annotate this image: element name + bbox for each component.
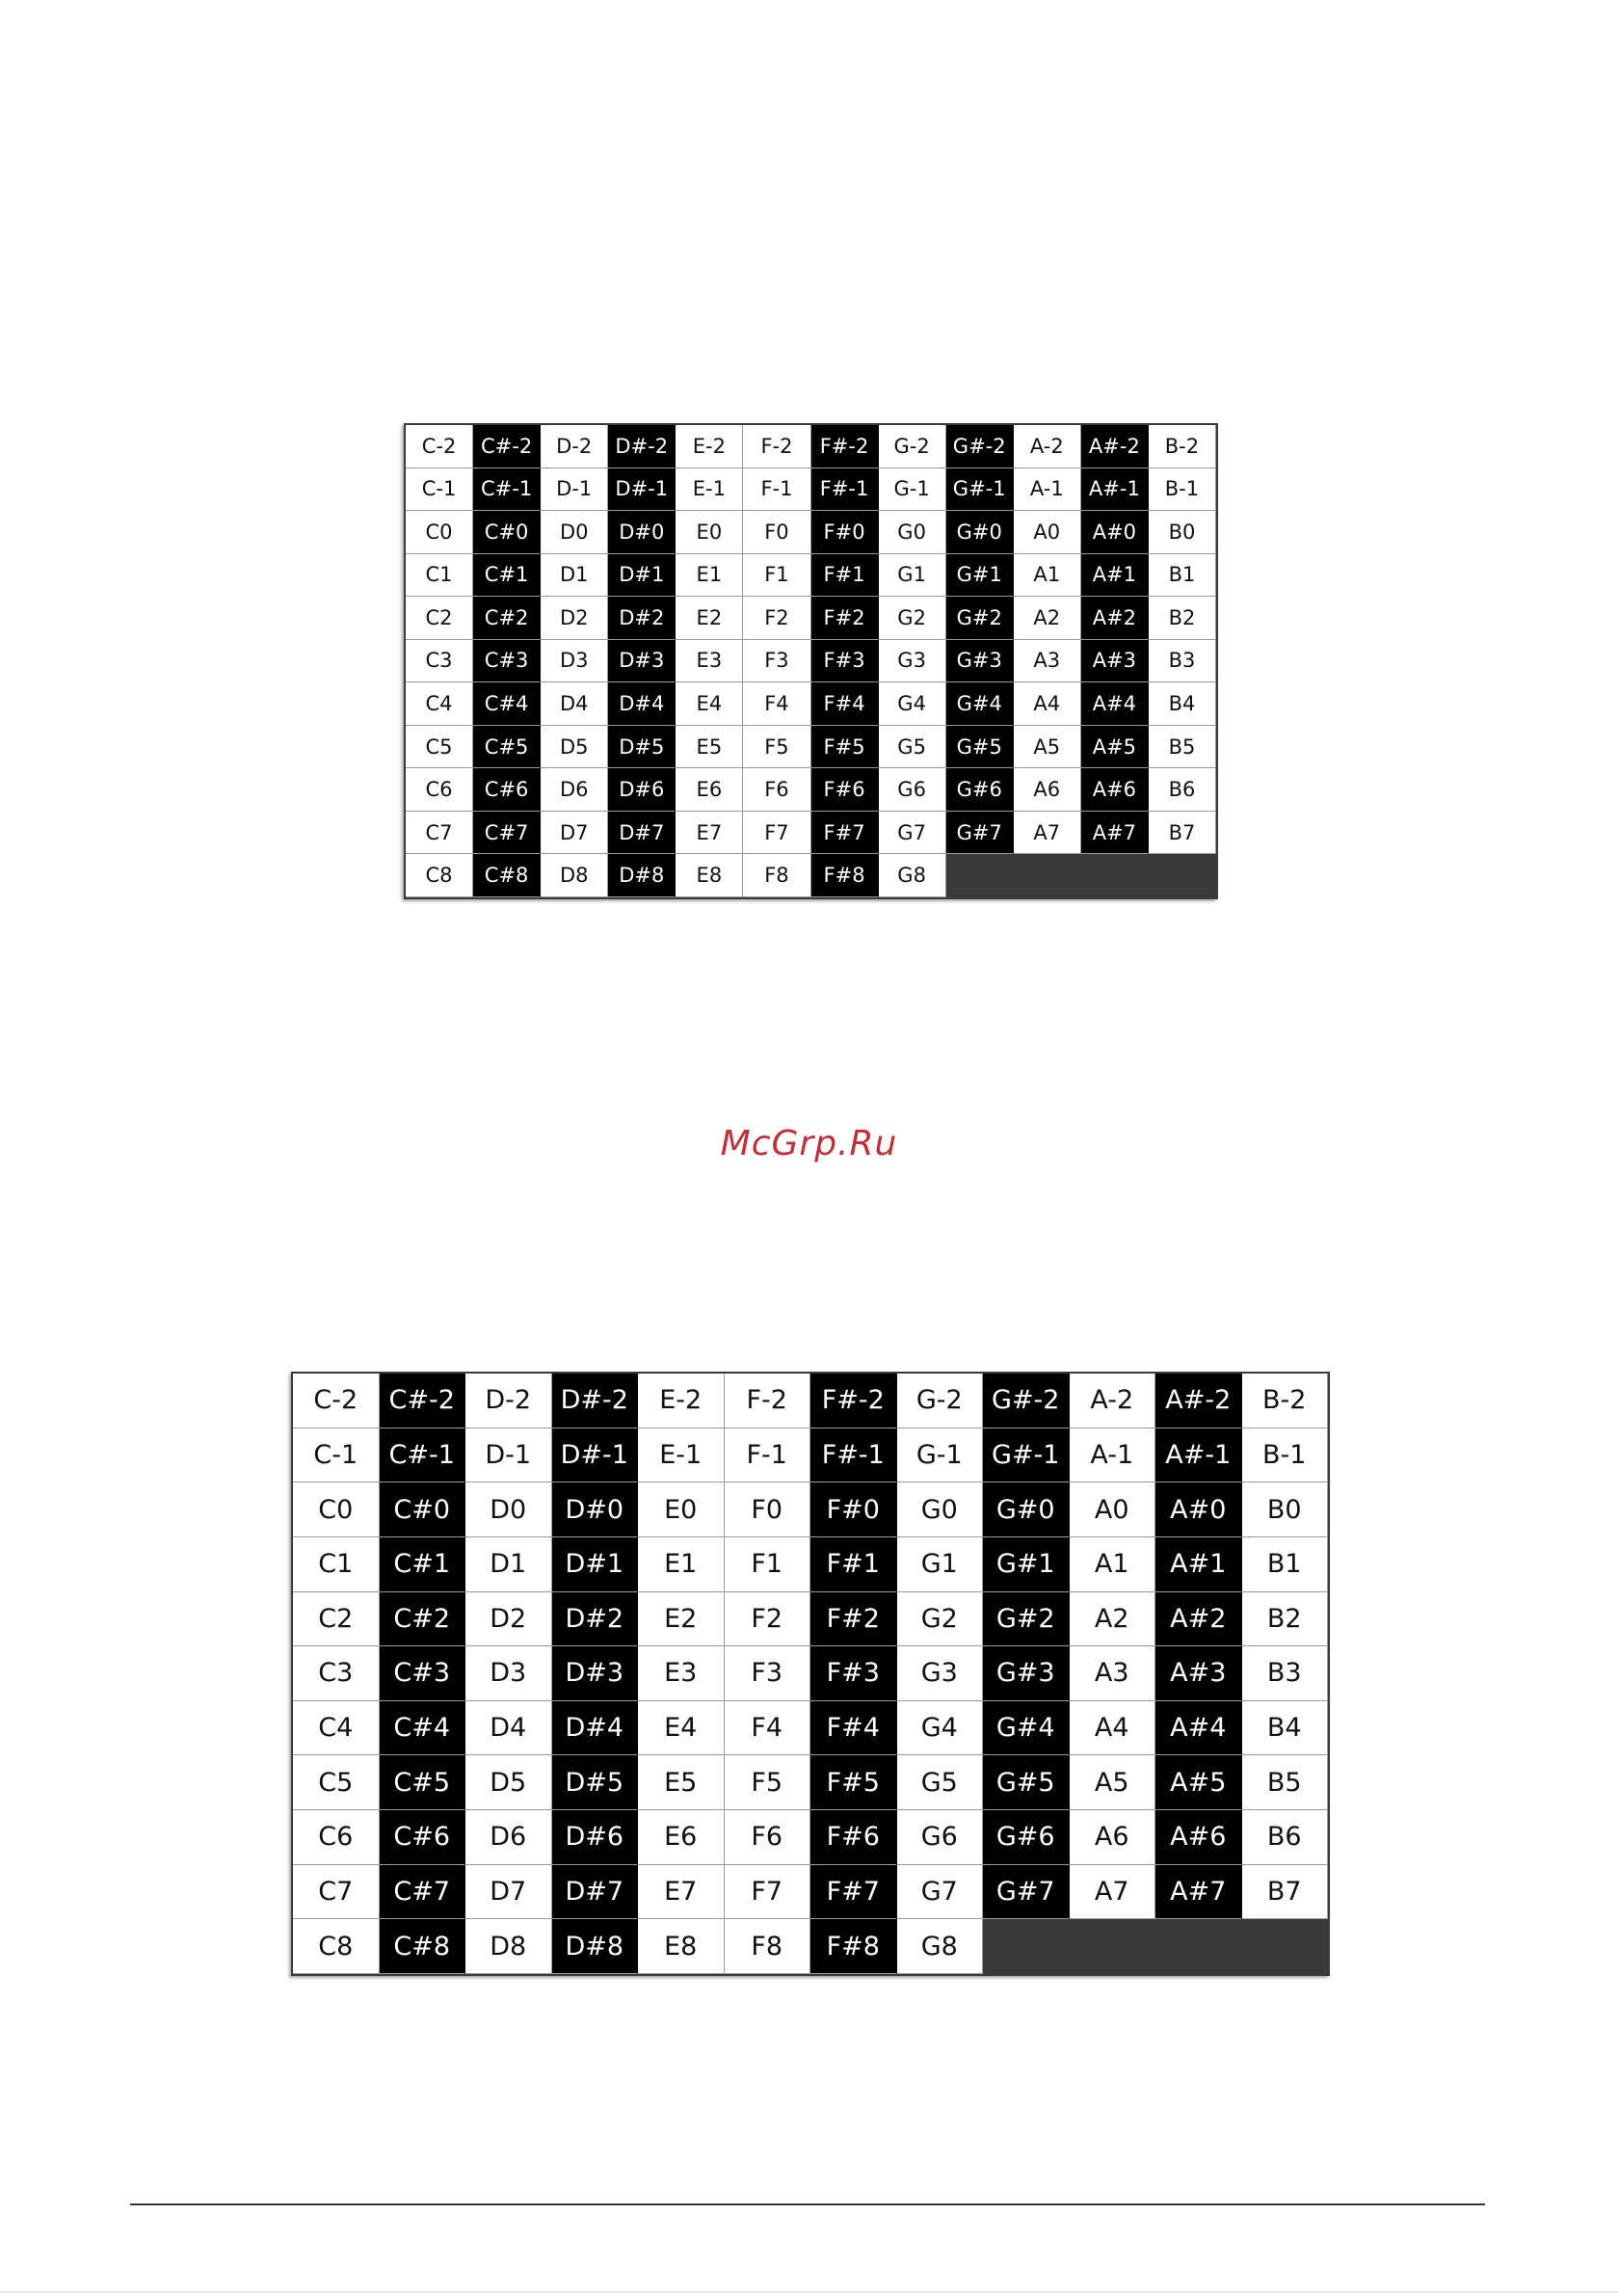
note-cell: D#-1: [552, 1428, 639, 1483]
note-cell: C#0: [380, 1482, 466, 1537]
note-cell: D4: [541, 682, 608, 726]
note-cell: F#1: [810, 1537, 897, 1592]
note-cell: C3: [406, 640, 473, 683]
note-cell: B5: [1242, 1755, 1329, 1810]
note-cell: C2: [293, 1592, 380, 1647]
note-cell: E6: [638, 1810, 725, 1865]
note-cell: F#-2: [811, 425, 879, 468]
note-cell: B3: [1149, 640, 1216, 683]
note-cell: A#3: [1155, 1646, 1242, 1701]
note-cell: C-2: [293, 1374, 380, 1428]
note-cell: D#8: [552, 1919, 639, 1974]
note-cell: A2: [1014, 597, 1081, 640]
empty-cell: [983, 1919, 1070, 1974]
note-cell: B3: [1242, 1646, 1329, 1701]
note-cell: C2: [406, 597, 473, 640]
note-cell: E8: [676, 854, 743, 897]
empty-cell: [1155, 1919, 1242, 1974]
note-cell: C#5: [380, 1755, 466, 1810]
note-cell: G#3: [946, 640, 1014, 683]
note-cell: B2: [1149, 597, 1216, 640]
note-cell: G2: [879, 597, 946, 640]
note-cell: F8: [743, 854, 810, 897]
note-cell: E1: [676, 554, 743, 598]
note-cell: E-1: [676, 468, 743, 512]
note-cell: D-2: [541, 425, 608, 468]
note-cell: D0: [541, 511, 608, 554]
note-cell: C8: [293, 1919, 380, 1974]
watermark-text: McGrp.Ru: [720, 1124, 898, 1163]
note-cell: C#4: [473, 682, 541, 726]
note-cell: A3: [1070, 1646, 1156, 1701]
note-cell: G#7: [983, 1865, 1070, 1920]
note-cell: D#-1: [608, 468, 676, 512]
note-cell: E2: [638, 1592, 725, 1647]
note-cell: A#-1: [1155, 1428, 1242, 1483]
note-cell: F3: [725, 1646, 811, 1701]
note-cell: C#1: [473, 554, 541, 598]
note-cell: G5: [879, 726, 946, 769]
note-cell: G8: [897, 1919, 984, 1974]
empty-cell: [1242, 1919, 1329, 1974]
note-cell: B6: [1149, 768, 1216, 812]
note-cell: E7: [638, 1865, 725, 1920]
note-cell: C-2: [406, 425, 473, 468]
note-cell: A#0: [1155, 1482, 1242, 1537]
note-cell: B-2: [1149, 425, 1216, 468]
note-cell: D5: [465, 1755, 552, 1810]
note-cell: C#0: [473, 511, 541, 554]
note-cell: A0: [1070, 1482, 1156, 1537]
note-cell: B-2: [1242, 1374, 1329, 1428]
note-cell: F-1: [743, 468, 810, 512]
note-cell: D3: [541, 640, 608, 683]
note-cell: F#0: [811, 511, 879, 554]
note-cell: G7: [897, 1865, 984, 1920]
note-cell: G0: [879, 511, 946, 554]
note-cell: E0: [676, 511, 743, 554]
note-cell: D3: [465, 1646, 552, 1701]
note-cell: G#4: [983, 1701, 1070, 1756]
note-cell: E4: [676, 682, 743, 726]
note-cell: A#2: [1155, 1592, 1242, 1647]
note-cell: A0: [1014, 511, 1081, 554]
note-cell: C#8: [473, 854, 541, 897]
note-cell: D-1: [465, 1428, 552, 1483]
note-cell: E-2: [638, 1374, 725, 1428]
note-cell: G1: [897, 1537, 984, 1592]
note-cell: E6: [676, 768, 743, 812]
note-cell: G6: [897, 1810, 984, 1865]
note-cell: F#8: [810, 1919, 897, 1974]
note-cell: G6: [879, 768, 946, 812]
note-cell: C1: [406, 554, 473, 598]
note-cell: E5: [676, 726, 743, 769]
note-cell: C1: [293, 1537, 380, 1592]
note-cell: F-1: [725, 1428, 811, 1483]
note-cell: A#7: [1081, 812, 1149, 855]
note-cell: G#0: [983, 1482, 1070, 1537]
empty-cell: [1149, 854, 1216, 897]
note-cell: F8: [725, 1919, 811, 1974]
note-cell: G1: [879, 554, 946, 598]
note-cell: C#-2: [473, 425, 541, 468]
note-cell: G#-2: [983, 1374, 1070, 1428]
note-cell: E3: [638, 1646, 725, 1701]
note-cell: D#6: [608, 768, 676, 812]
note-cell: F5: [725, 1755, 811, 1810]
note-cell: G-1: [897, 1428, 984, 1483]
note-cell: D#6: [552, 1810, 639, 1865]
note-cell: F4: [725, 1701, 811, 1756]
note-cell: C#3: [473, 640, 541, 683]
note-cell: C5: [406, 726, 473, 769]
note-cell: F#6: [810, 1810, 897, 1865]
note-cell: F#3: [811, 640, 879, 683]
note-cell: E8: [638, 1919, 725, 1974]
note-cell: B5: [1149, 726, 1216, 769]
note-cell: F#2: [811, 597, 879, 640]
note-cell: C7: [406, 812, 473, 855]
note-cell: G#-1: [946, 468, 1014, 512]
note-cell: B2: [1242, 1592, 1329, 1647]
note-cell: E5: [638, 1755, 725, 1810]
note-cell: C6: [293, 1810, 380, 1865]
note-cell: D4: [465, 1701, 552, 1756]
footer-divider: [130, 2203, 1485, 2205]
note-cell: A1: [1070, 1537, 1156, 1592]
note-cell: F7: [725, 1865, 811, 1920]
note-cell: G#7: [946, 812, 1014, 855]
note-cell: C3: [293, 1646, 380, 1701]
note-cell: E4: [638, 1701, 725, 1756]
note-cell: F#-1: [811, 468, 879, 512]
note-cell: C4: [293, 1701, 380, 1756]
note-cell: B4: [1242, 1701, 1329, 1756]
note-cell: B4: [1149, 682, 1216, 726]
note-cell: D8: [465, 1919, 552, 1974]
note-cell: A#1: [1081, 554, 1149, 598]
note-cell: F#7: [811, 812, 879, 855]
note-cell: A#7: [1155, 1865, 1242, 1920]
note-cell: D#5: [608, 726, 676, 769]
note-cell: D#4: [608, 682, 676, 726]
note-cell: E2: [676, 597, 743, 640]
note-cell: D#2: [552, 1592, 639, 1647]
note-cell: D#0: [608, 511, 676, 554]
note-cell: D1: [465, 1537, 552, 1592]
empty-cell: [946, 854, 1014, 897]
note-cell: E3: [676, 640, 743, 683]
note-cell: F6: [725, 1810, 811, 1865]
note-cell: G#6: [946, 768, 1014, 812]
note-cell: D7: [465, 1865, 552, 1920]
note-cell: C7: [293, 1865, 380, 1920]
note-cell: A4: [1014, 682, 1081, 726]
note-cell: F#4: [810, 1701, 897, 1756]
note-cell: E0: [638, 1482, 725, 1537]
note-cell: C#2: [380, 1592, 466, 1647]
note-cell: G#-1: [983, 1428, 1070, 1483]
note-cell: G-1: [879, 468, 946, 512]
note-cell: C#2: [473, 597, 541, 640]
note-cell: G7: [879, 812, 946, 855]
note-cell: G2: [897, 1592, 984, 1647]
note-cell: A#5: [1081, 726, 1149, 769]
note-cell: A#3: [1081, 640, 1149, 683]
note-cell: A3: [1014, 640, 1081, 683]
note-cell: C6: [406, 768, 473, 812]
note-cell: F2: [725, 1592, 811, 1647]
note-cell: F-2: [725, 1374, 811, 1428]
note-cell: D#-2: [608, 425, 676, 468]
note-cell: G#1: [946, 554, 1014, 598]
note-cell: A7: [1014, 812, 1081, 855]
note-cell: G0: [897, 1482, 984, 1537]
note-cell: D1: [541, 554, 608, 598]
note-cell: D#1: [552, 1537, 639, 1592]
note-cell: C#7: [473, 812, 541, 855]
empty-cell: [1070, 1919, 1156, 1974]
note-cell: A#6: [1081, 768, 1149, 812]
note-cell: F7: [743, 812, 810, 855]
note-cell: E-1: [638, 1428, 725, 1483]
note-cell: C#4: [380, 1701, 466, 1756]
note-cell: D0: [465, 1482, 552, 1537]
note-cell: B7: [1242, 1865, 1329, 1920]
note-cell: F5: [743, 726, 810, 769]
note-cell: A-2: [1014, 425, 1081, 468]
note-cell: C8: [406, 854, 473, 897]
note-cell: E1: [638, 1537, 725, 1592]
note-cell: C#1: [380, 1537, 466, 1592]
note-cell: A2: [1070, 1592, 1156, 1647]
note-cell: F0: [725, 1482, 811, 1537]
note-cell: D#-2: [552, 1374, 639, 1428]
note-cell: F#8: [811, 854, 879, 897]
note-cell: C0: [406, 511, 473, 554]
note-cell: G#5: [946, 726, 1014, 769]
note-cell: G#0: [946, 511, 1014, 554]
note-table-small: [404, 423, 1218, 899]
note-cell: F-2: [743, 425, 810, 468]
note-cell: D6: [465, 1810, 552, 1865]
note-cell: G3: [879, 640, 946, 683]
note-cell: C#8: [380, 1919, 466, 1974]
note-cell: G#2: [946, 597, 1014, 640]
note-cell: A#0: [1081, 511, 1149, 554]
note-cell: C5: [293, 1755, 380, 1810]
note-cell: D#3: [608, 640, 676, 683]
note-cell: C#5: [473, 726, 541, 769]
note-cell: C#7: [380, 1865, 466, 1920]
note-cell: D#1: [608, 554, 676, 598]
note-cell: C#-1: [473, 468, 541, 512]
note-cell: F1: [725, 1537, 811, 1592]
note-cell: G#4: [946, 682, 1014, 726]
note-cell: C4: [406, 682, 473, 726]
note-cell: B1: [1149, 554, 1216, 598]
note-cell: B1: [1242, 1537, 1329, 1592]
note-cell: G#2: [983, 1592, 1070, 1647]
note-cell: C#3: [380, 1646, 466, 1701]
note-cell: E-2: [676, 425, 743, 468]
note-cell: D6: [541, 768, 608, 812]
note-cell: C#-2: [380, 1374, 466, 1428]
note-cell: E7: [676, 812, 743, 855]
note-cell: B7: [1149, 812, 1216, 855]
note-cell: F3: [743, 640, 810, 683]
note-cell: C#6: [473, 768, 541, 812]
empty-cell: [1081, 854, 1149, 897]
note-cell: F#1: [811, 554, 879, 598]
note-cell: C-1: [293, 1428, 380, 1483]
note-cell: D#7: [608, 812, 676, 855]
note-cell: G4: [879, 682, 946, 726]
note-cell: G#1: [983, 1537, 1070, 1592]
note-cell: D-1: [541, 468, 608, 512]
note-cell: F#2: [810, 1592, 897, 1647]
note-cell: A#-1: [1081, 468, 1149, 512]
note-cell: F#-2: [810, 1374, 897, 1428]
note-cell: G3: [897, 1646, 984, 1701]
note-cell: A6: [1014, 768, 1081, 812]
note-cell: B0: [1242, 1482, 1329, 1537]
note-cell: B-1: [1242, 1428, 1329, 1483]
note-cell: A6: [1070, 1810, 1156, 1865]
note-cell: F1: [743, 554, 810, 598]
note-cell: F#3: [810, 1646, 897, 1701]
note-cell: D#0: [552, 1482, 639, 1537]
note-cell: G8: [879, 854, 946, 897]
note-cell: D2: [465, 1592, 552, 1647]
note-cell: C-1: [406, 468, 473, 512]
note-cell: D#7: [552, 1865, 639, 1920]
note-cell: F#7: [810, 1865, 897, 1920]
note-cell: G5: [897, 1755, 984, 1810]
note-cell: C0: [293, 1482, 380, 1537]
note-cell: A#2: [1081, 597, 1149, 640]
note-cell: G#5: [983, 1755, 1070, 1810]
note-cell: A-2: [1070, 1374, 1156, 1428]
note-cell: G#3: [983, 1646, 1070, 1701]
note-cell: A#4: [1081, 682, 1149, 726]
note-cell: F#6: [811, 768, 879, 812]
note-cell: A#4: [1155, 1701, 1242, 1756]
note-cell: A4: [1070, 1701, 1156, 1756]
note-cell: A#1: [1155, 1537, 1242, 1592]
note-cell: D5: [541, 726, 608, 769]
note-cell: A-1: [1014, 468, 1081, 512]
note-cell: B-1: [1149, 468, 1216, 512]
page-bottom-edge: [0, 2291, 1618, 2293]
note-cell: F#-1: [810, 1428, 897, 1483]
note-cell: D#2: [608, 597, 676, 640]
note-cell: F6: [743, 768, 810, 812]
note-cell: A7: [1070, 1865, 1156, 1920]
note-cell: D2: [541, 597, 608, 640]
note-cell: F#0: [810, 1482, 897, 1537]
note-cell: C#-1: [380, 1428, 466, 1483]
note-cell: B0: [1149, 511, 1216, 554]
note-cell: D#3: [552, 1646, 639, 1701]
note-cell: D#5: [552, 1755, 639, 1810]
note-cell: A#-2: [1155, 1374, 1242, 1428]
empty-cell: [1014, 854, 1081, 897]
note-cell: G4: [897, 1701, 984, 1756]
note-cell: A5: [1014, 726, 1081, 769]
note-cell: D#4: [552, 1701, 639, 1756]
note-cell: F4: [743, 682, 810, 726]
note-cell: D8: [541, 854, 608, 897]
note-cell: A5: [1070, 1755, 1156, 1810]
note-cell: F#4: [811, 682, 879, 726]
note-cell: A#5: [1155, 1755, 1242, 1810]
note-table-large: [291, 1372, 1330, 1976]
note-cell: D-2: [465, 1374, 552, 1428]
note-cell: F2: [743, 597, 810, 640]
note-cell: F#5: [810, 1755, 897, 1810]
note-cell: D#8: [608, 854, 676, 897]
note-cell: F0: [743, 511, 810, 554]
note-cell: C#6: [380, 1810, 466, 1865]
note-cell: D7: [541, 812, 608, 855]
note-cell: G#6: [983, 1810, 1070, 1865]
note-cell: A#6: [1155, 1810, 1242, 1865]
note-cell: G-2: [879, 425, 946, 468]
note-cell: A-1: [1070, 1428, 1156, 1483]
note-cell: F#5: [811, 726, 879, 769]
note-cell: A1: [1014, 554, 1081, 598]
note-cell: A#-2: [1081, 425, 1149, 468]
note-cell: G-2: [897, 1374, 984, 1428]
note-cell: G#-2: [946, 425, 1014, 468]
note-cell: B6: [1242, 1810, 1329, 1865]
